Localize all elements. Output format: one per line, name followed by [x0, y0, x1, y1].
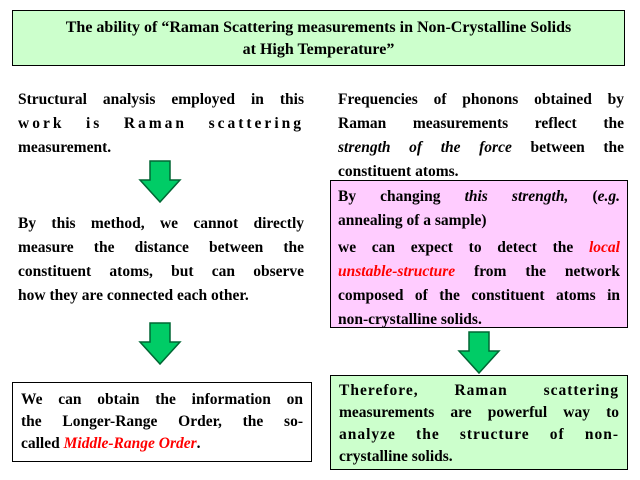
down-arrow-icon — [457, 331, 501, 375]
left-p1-line-3: measurement. — [18, 139, 112, 156]
green-line-3: analyze the structure of non- — [339, 426, 619, 443]
title-line-2: at High Temperature” — [242, 41, 395, 58]
left-box-line-1: We can obtain the information on — [21, 391, 303, 408]
pink-line-3 — [338, 236, 620, 260]
pink-line-6: non-crystalline solids. — [338, 311, 482, 328]
left-paragraph-1 — [18, 88, 304, 160]
local-structure-box — [330, 180, 628, 328]
local-highlight: local — [589, 239, 620, 256]
title-box — [12, 10, 625, 66]
right-p1-line-1: Frequencies of phonons obtained by — [338, 91, 624, 108]
pink-line-3-pre: we can expect to detect the — [338, 239, 589, 256]
left-paragraph-2 — [18, 212, 304, 308]
pink-line-5: composed of the constituent atoms in — [338, 287, 620, 304]
left-p1-line-2: work is Raman scattering — [18, 115, 304, 132]
green-line-4: crystalline solids. — [339, 448, 453, 465]
pink-line-4-post: from the network — [455, 263, 620, 280]
right-p1-line-3-post: between the — [511, 139, 624, 156]
this-strength-text: this strength, — [464, 188, 569, 205]
right-p1-line-2: Raman measurements reflect the — [338, 115, 624, 132]
left-p2-line-1: By this method, we cannot directly — [18, 215, 304, 232]
title-line-1: The ability of “Raman Scattering measurements in Non-Crystalline Solids — [65, 19, 572, 36]
green-line-2: measurements are powerful way to — [339, 404, 619, 421]
conclusion-box — [330, 375, 628, 470]
left-box-line-3 — [21, 433, 303, 455]
down-arrow-icon — [138, 322, 182, 366]
middle-range-order-box — [12, 382, 312, 462]
down-arrow-icon — [138, 160, 182, 204]
left-box-line-2: the Longer-Range Order, the so- — [21, 413, 303, 430]
middle-range-order-highlight: Middle-Range Order — [63, 435, 197, 452]
left-box-line-3-pre: called — [21, 435, 64, 452]
unstable-structure-highlight: unstable-structure — [338, 263, 456, 280]
right-p1-line-4: constituent atoms. — [338, 163, 459, 180]
left-box-line-3-post: . — [196, 435, 201, 452]
pink-line-2: annealing of a sample) — [338, 212, 487, 229]
pink-line-1 — [338, 185, 620, 209]
pink-line-1-paren: ( — [568, 188, 598, 205]
left-p1-line-1: Structural analysis employed in this — [18, 91, 304, 108]
pink-line-4 — [338, 260, 620, 284]
pink-line-1-pre: By changing — [338, 188, 465, 205]
right-p1-line-3 — [338, 136, 624, 160]
eg-text: e.g. — [597, 188, 621, 205]
green-line-1: Therefore, Raman scattering — [339, 382, 619, 399]
left-p2-line-2: measure the distance between the — [18, 239, 304, 256]
left-p2-line-3: constituent atoms, but can observe — [18, 263, 304, 280]
left-p2-line-4: how they are connected each other. — [18, 287, 249, 304]
right-paragraph-1 — [338, 88, 624, 184]
strength-of-force-text: strength of the force — [338, 139, 512, 156]
